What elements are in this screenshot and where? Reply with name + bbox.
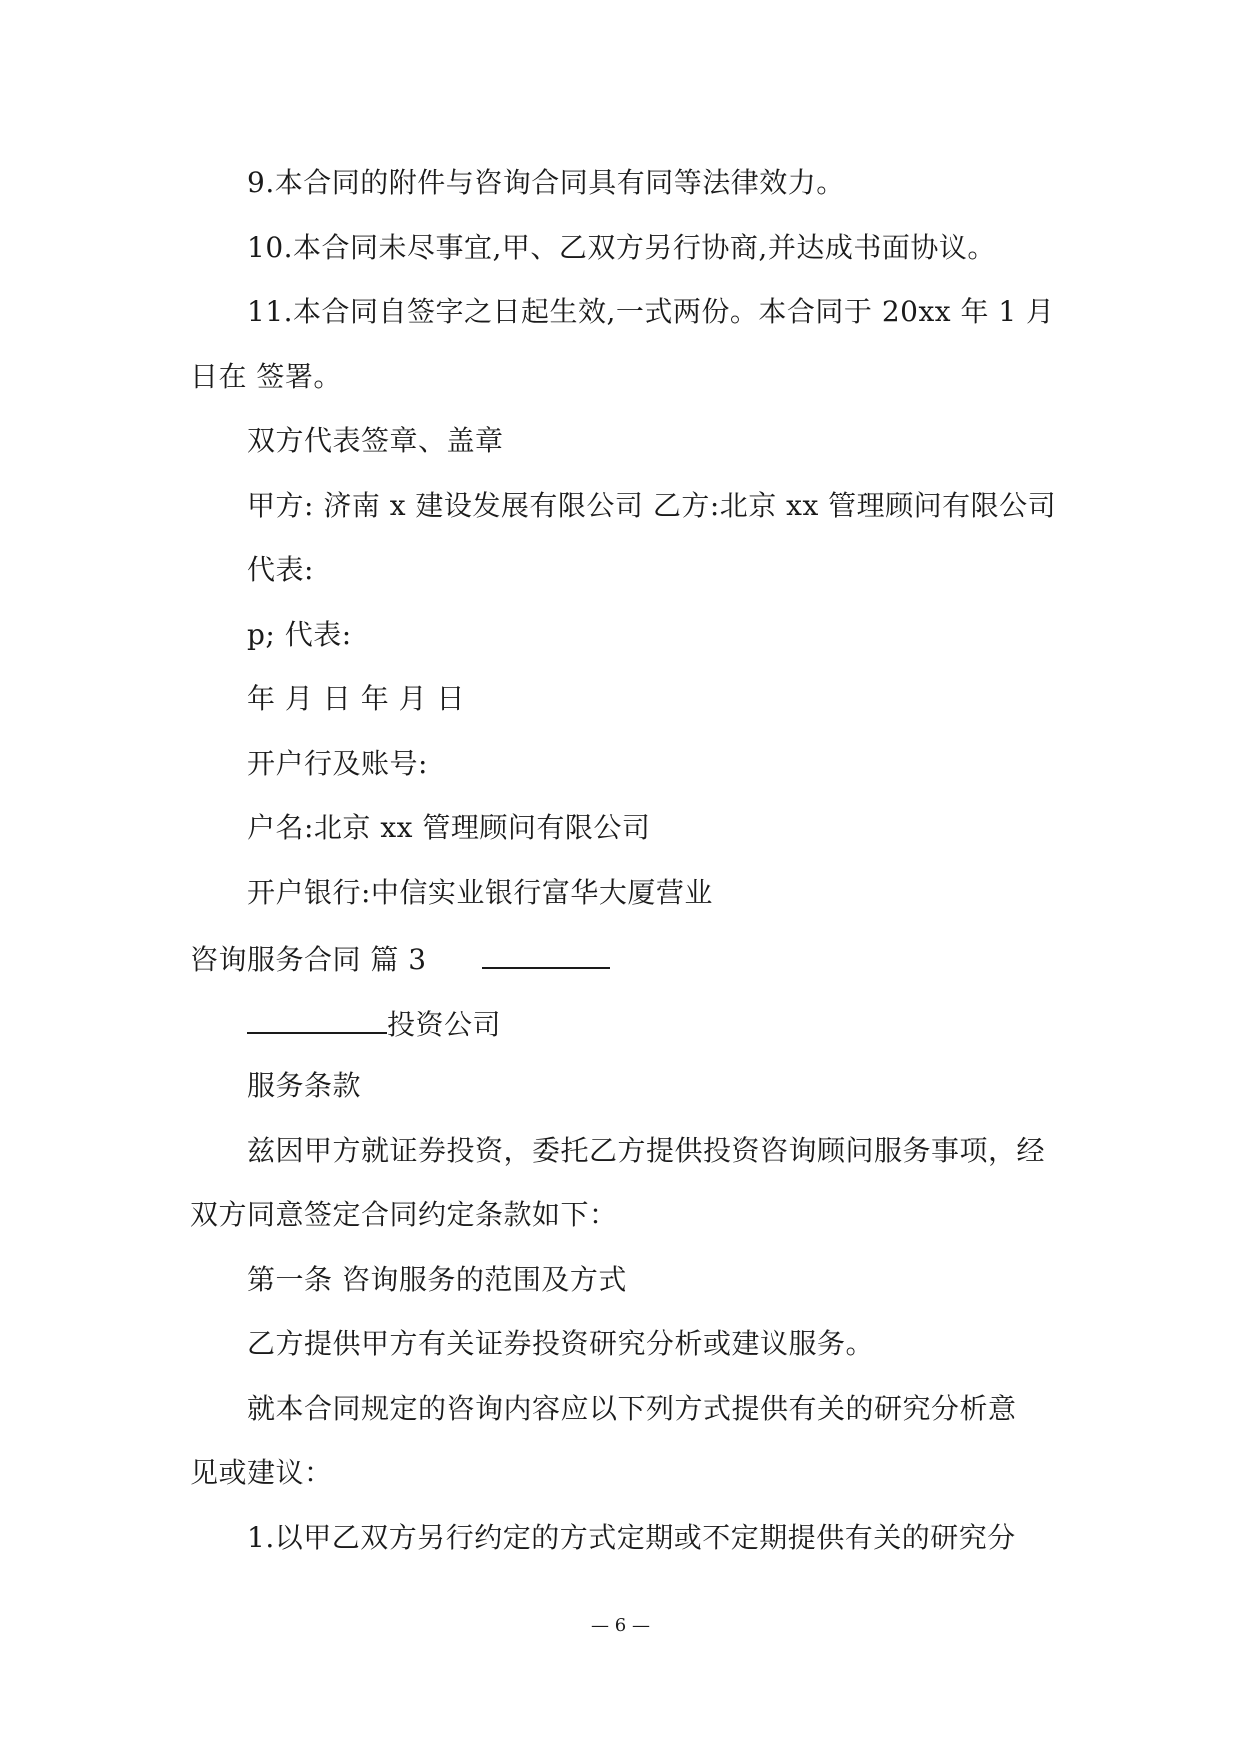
paragraph-line: 双方同意签定合同约定条款如下： bbox=[190, 1198, 618, 1231]
paragraph-line: 双方代表签章、盖章 bbox=[247, 424, 504, 457]
paragraph-line: p; 代表: bbox=[247, 618, 352, 651]
blank-underline bbox=[247, 1002, 387, 1034]
paragraph-line: 服务条款 bbox=[247, 1069, 362, 1102]
page-number: — 6 — bbox=[591, 1615, 650, 1636]
company-suffix: 投资公司 bbox=[387, 1008, 502, 1041]
section-heading-line bbox=[190, 937, 610, 980]
paragraph-line: 第一条 咨询服务的范围及方式 bbox=[247, 1263, 627, 1296]
paragraph-line: 日在 签署。 bbox=[190, 360, 342, 393]
blank-underline bbox=[482, 937, 610, 969]
paragraph-line: 1.以甲乙双方另行约定的方式定期或不定期提供有关的研究分 bbox=[247, 1521, 1016, 1554]
paragraph-line: 户名:北京 xx 管理顾问有限公司 bbox=[247, 811, 651, 844]
paragraph-line: 甲方: 济南 x 建设发展有限公司 乙方:北京 xx 管理顾问有限公司 bbox=[247, 489, 1057, 522]
paragraph-line: 10.本合同未尽事宜,甲、乙双方另行协商,并达成书面协议。 bbox=[247, 231, 996, 264]
paragraph-line: 11.本合同自签字之日起生效,一式两份。本合同于 20xx 年 1 月 bbox=[247, 295, 1055, 328]
paragraph-line: 9.本合同的附件与咨询合同具有同等法律效力。 bbox=[247, 166, 845, 199]
paragraph-line: 就本合同规定的咨询内容应以下列方式提供有关的研究分析意 bbox=[247, 1392, 1017, 1425]
paragraph-line: 见或建议： bbox=[190, 1456, 333, 1489]
paragraph-line: 开户行及账号: bbox=[247, 747, 428, 780]
paragraph-line: 年 月 日 年 月 日 bbox=[247, 682, 466, 715]
paragraph-line: 兹因甲方就证券投资，委托乙方提供投资咨询顾问服务事项，经 bbox=[247, 1134, 1046, 1167]
paragraph-line: 代表: bbox=[247, 553, 314, 586]
paragraph-line: 乙方提供甲方有关证券投资研究分析或建议服务。 bbox=[247, 1327, 875, 1360]
paragraph-line: 开户银行:中信实业银行富华大厦营业 bbox=[247, 876, 713, 909]
company-line bbox=[247, 1002, 501, 1045]
section-heading: 咨询服务合同 篇 3 bbox=[190, 943, 427, 976]
